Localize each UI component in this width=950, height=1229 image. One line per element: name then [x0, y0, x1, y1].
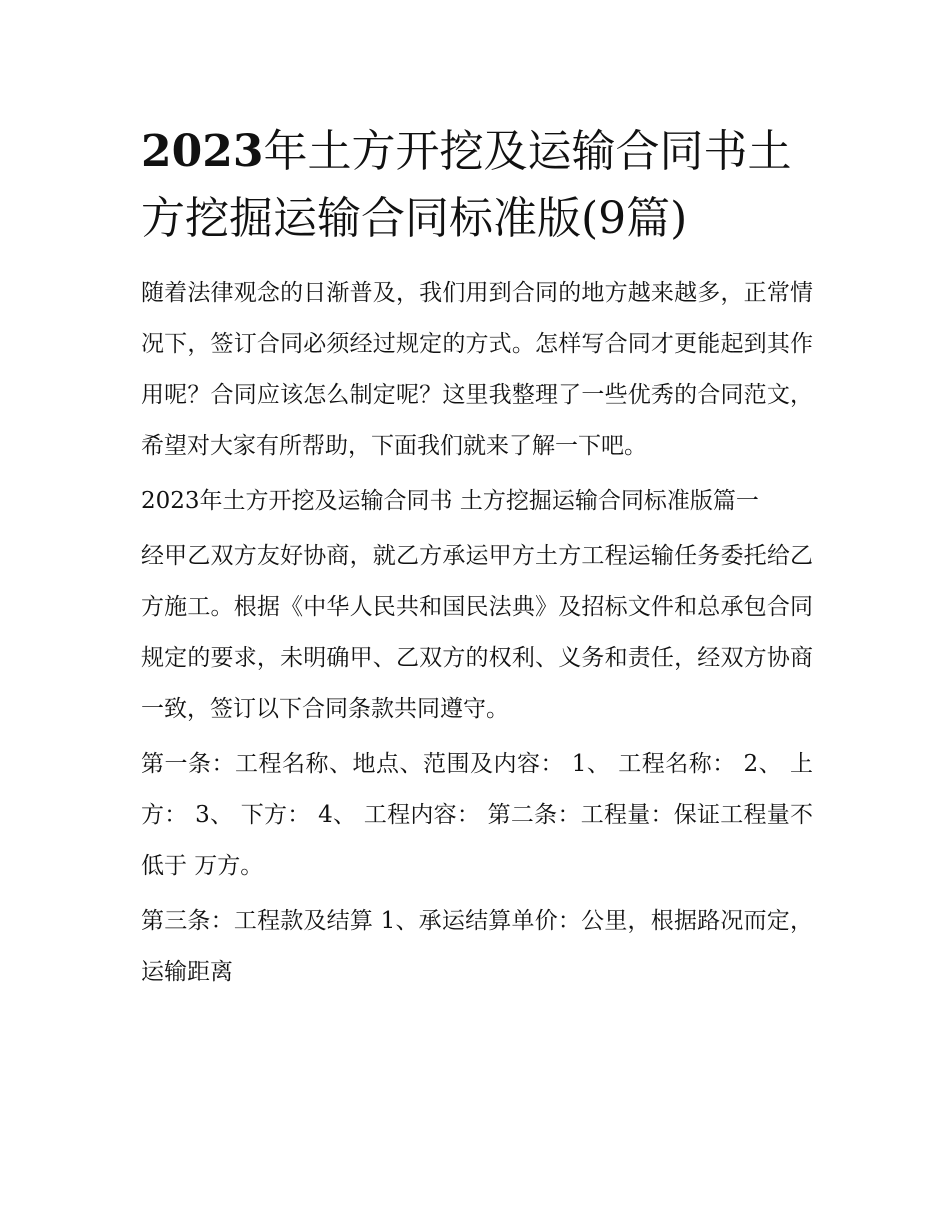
intro-paragraph: 随着法律观念的日渐普及，我们用到合同的地方越来越多，正常情况下，签订合同必须经过规定的方式。怎样写合同才更能起到其作用呢？合同应该怎么制定呢？这里我整理了一些优秀的合同范文，希望对大家有所帮助，下面我们就来了解一下吧。: [141, 280, 813, 459]
document-title: [141, 118, 813, 252]
title-text: 年土方开挖及运输合同书土方挖掘运输合同标准版(9篇): [141, 126, 792, 244]
title-year: 2023: [141, 126, 264, 177]
article-three-paragraph: 第三条：工程款及结算 1、承运结算单价：公里，根据路况而定， 运输距离: [141, 908, 813, 985]
body-paragraph: 经甲乙双方友好协商，就乙方承运甲方土方工程运输任务委托给乙方施工。根据《中华人民共和国民法典》及招标文件和总承包合同规定的要求，未明确甲、乙双方的权利、义务和责任，经双方协商一致，签订以下合同条款共同遵守。: [141, 543, 813, 722]
section-heading: 2023年土方开挖及运输合同书 土方挖掘运输合同标准版篇一: [141, 488, 759, 514]
document-page: [141, 118, 813, 1002]
article-one-paragraph: 第一条：工程名称、地点、范围及内容： 1、 工程名称： 2、 上方： 3、 下方： 4、 工程内容： 第二条：工程量：保证工程量不低于 万方。: [141, 751, 813, 879]
